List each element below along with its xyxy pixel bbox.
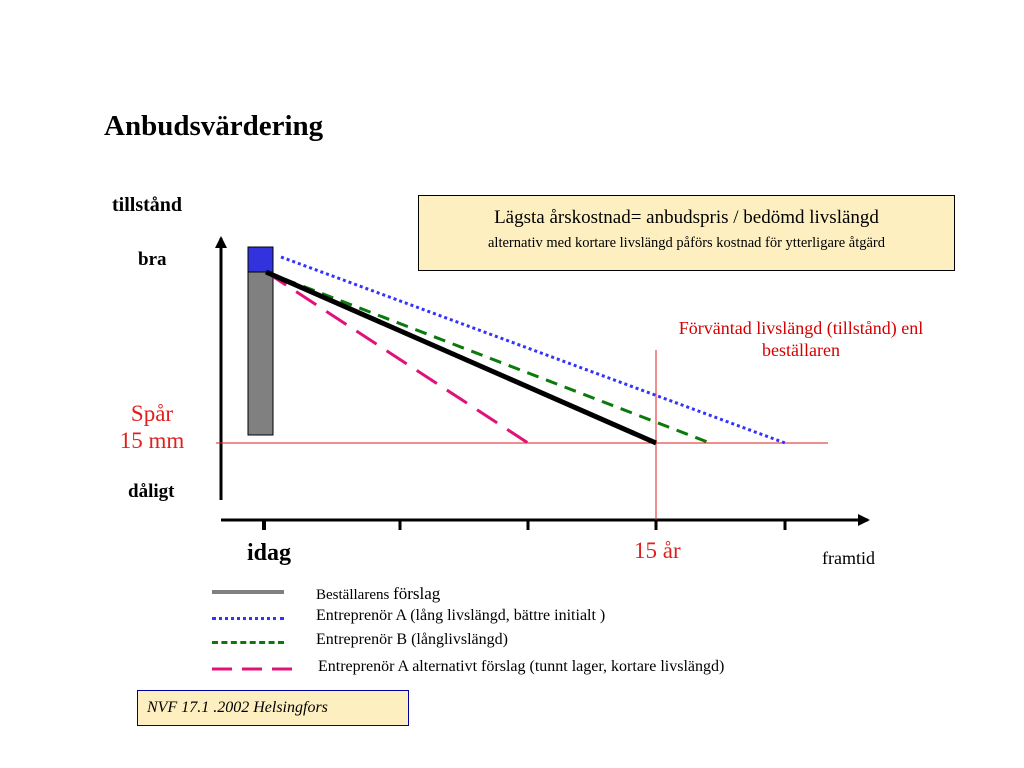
legend-item-entreprenor-b — [210, 631, 860, 653]
y-axis-bottom-label: dåligt — [128, 481, 175, 502]
initial-condition-top — [248, 247, 273, 272]
legend-label: Entreprenör A alternativt förslag (tunnt lager, kortare livslängd) — [318, 658, 725, 675]
x-axis-start-label: idag — [247, 540, 292, 566]
legend-label: Entreprenör B (långlivslängd) — [316, 631, 508, 648]
formula-text: Lägsta årskostnad= anbudspris / bedömd livslängd — [494, 207, 879, 228]
formula-note: alternativ med kortare livslängd påförs kostnad för ytterligare åtgärd — [488, 235, 885, 251]
legend-item-entreprenor-a — [210, 607, 860, 629]
threshold-label-line2: 15 mm — [119, 428, 185, 453]
legend-label-prefix: Beställarens — [316, 587, 390, 603]
legend-swatch-dashed-green — [212, 641, 284, 644]
legend-label: Entreprenör A (lång livslängd, bättre initialt ) — [316, 607, 606, 624]
footer-caption: NVF 17.1 .2002 Helsingfors — [137, 690, 409, 726]
page-title: Anbudsvärdering — [104, 110, 324, 142]
line-entreprenor-a-alt — [266, 272, 528, 443]
legend-item-bestallaren — [210, 582, 860, 604]
legend-swatch-dotted-blue — [212, 617, 284, 620]
threshold-label — [110, 400, 194, 454]
legend-swatch-solid-gray — [212, 590, 284, 594]
x-axis-end-label: framtid — [822, 548, 875, 568]
y-axis-top-label: bra — [138, 249, 167, 270]
formula-box — [418, 195, 955, 271]
legend-label — [316, 584, 440, 604]
expected-lifetime-annotation: Förväntad livslängd (tillstånd) enl beställaren — [678, 318, 924, 360]
threshold-label-line1: Spår — [130, 401, 174, 426]
legend-label-suffix: förslag — [393, 584, 441, 603]
legend-swatch-longdash-pink — [210, 658, 300, 680]
y-axis-label: tillstånd — [112, 194, 183, 216]
initial-condition-bar — [248, 270, 273, 435]
legend-item-entreprenor-a-alt — [210, 658, 860, 680]
x-axis-mark-label: 15 år — [634, 538, 681, 563]
line-bestallaren — [266, 272, 656, 443]
